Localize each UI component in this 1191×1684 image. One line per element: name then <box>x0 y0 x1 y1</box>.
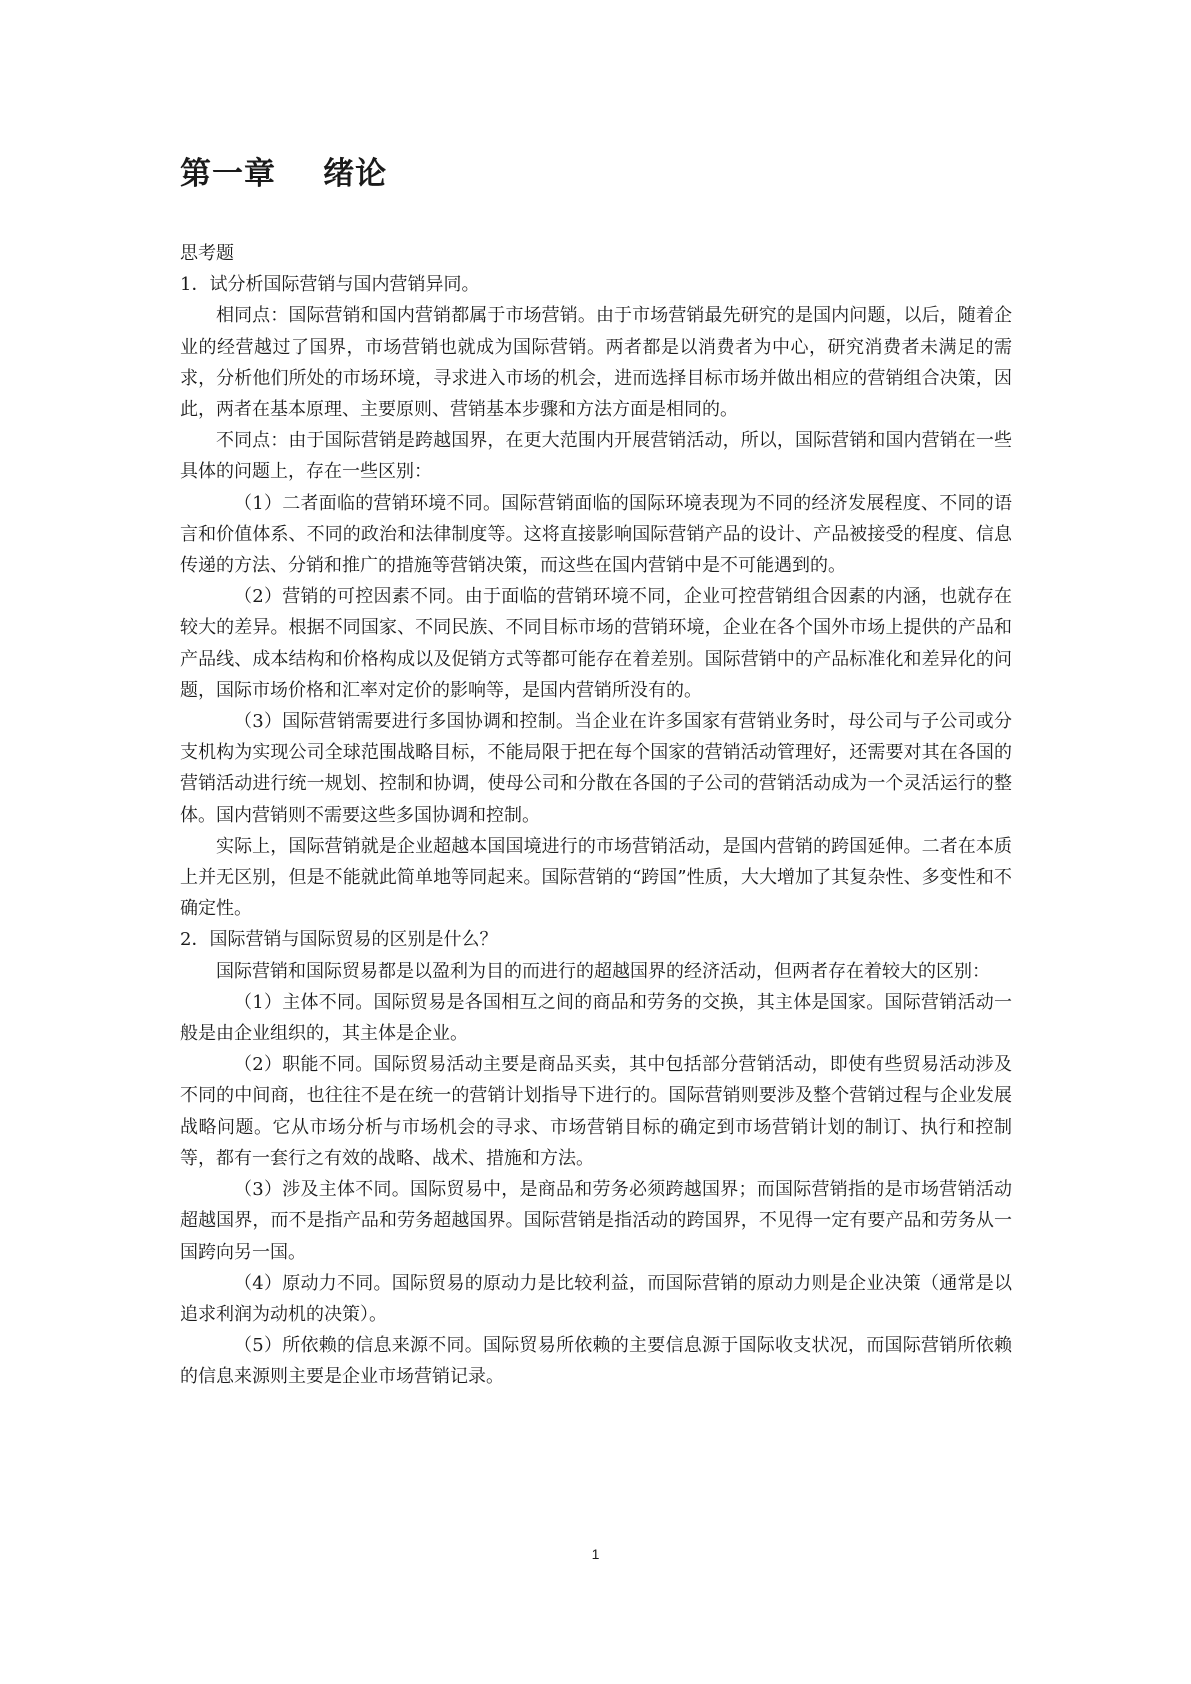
q1-point-1: （1）二者面临的营销环境不同。国际营销面临的国际环境表现为不同的经济发展程度、不同的语言和价值体系、不同的政治和法律制度等。这将直接影响国际营销产品的设计、产品被接受的程度、信息传递的方法、分销和推广的措施等营销决策，而这些在国内营销中是不可能遇到的。 <box>180 492 1012 577</box>
q1-conclusion-paragraph: 实际上，国际营销就是企业超越本国国境进行的市场营销活动，是国内营销的跨国延伸。二者在本质上并无区别，但是不能就此简单地等同起来。国际营销的“跨国”性质，大大增加了其复杂性、多变性和不确定性。 <box>180 835 1012 920</box>
question-1: 1．试分析国际营销与国内营销异同。 <box>180 274 480 296</box>
q2-point-1: （1）主体不同。国际贸易是各国相互之间的商品和劳务的交换，其主体是国家。国际营销活动一般是由企业组织的，其主体是企业。 <box>180 991 1012 1045</box>
q2-point-3: （3）涉及主体不同。国际贸易中，是商品和劳务必须跨越国界；而国际营销指的是市场营销活动超越国界，而不是指产品和劳务超越国界。国际营销是指活动的跨国界，不见得一定有要产品和劳务从一国跨向另一国。 <box>180 1179 1012 1263</box>
q2-intro-paragraph: 国际营销和国际贸易都是以盈利为目的而进行的超越国界的经济活动，但两者存在着较大的区别： <box>216 960 990 982</box>
q2-point-2: （2）职能不同。国际贸易活动主要是商品买卖，其中包括部分营销活动，即使有些贸易活动涉及不同的中间商，也往往不是在统一的营销计划指导下进行的。国际营销则要涉及整个营销过程与企业发展战略问题。它从市场分析与市场机会的寻求、市场营销目标的确定到市场营销计划的制订、执行和控制等，都有一套行之有效的战略、战术、措施和方法。 <box>180 1054 1012 1169</box>
q1-point-2: （2）营销的可控因素不同。由于面临的营销环境不同，企业可控营销组合因素的内涵，也就存在较大的差异。根据不同国家、不同民族、不同目标市场的营销环境，企业在各个国外市场上提供的产品和产品线、成本结构和价格构成以及促销方式等都可能存在着差别。国际营销中的产品标准化和差异化的问题，国际市场价格和汇率对定价的影响等，是国内营销所没有的。 <box>180 586 1012 701</box>
q1-point-3: （3）国际营销需要进行多国协调和控制。当企业在许多国家有营销业务时，母公司与子公司或分支机构为实现公司全球范围战略目标，不能局限于把在每个国家的营销活动管理好，还需要对其在各国的营销活动进行统一规划、控制和协调，使母公司和分散在各国的子公司的营销活动成为一个灵活运行的整体。国内营销则不需要这些多国协调和控制。 <box>180 711 1012 826</box>
page-number: 1 <box>591 1546 600 1562</box>
question-2: 2．国际营销与国际贸易的区别是什么？ <box>180 929 498 951</box>
chapter-title: 第一章 绪论 <box>180 156 388 192</box>
q2-point-5: （5）所依赖的信息来源不同。国际贸易所依赖的主要信息源于国际收支状况，而国际营销所依赖的信息来源则主要是企业市场营销记录。 <box>180 1335 1012 1388</box>
q1-differences-paragraph: 不同点：由于国际营销是跨越国界，在更大范围内开展营销活动，所以，国际营销和国内营销在一些具体的问题上，存在一些区别： <box>180 430 1012 483</box>
q1-similarities-paragraph: 相同点：国际营销和国内营销都属于市场营销。由于市场营销最先研究的是国内问题，以后，随着企业的经营越过了国界，市场营销也就成为国际营销。两者都是以消费者为中心，研究消费者未满足的需求，分析他们所处的市场环境，寻求进入市场的机会，进而选择目标市场并做出相应的营销组合决策，因此，两者在基本原理、主要原则、营销基本步骤和方法方面是相同的。 <box>180 305 1012 421</box>
q2-point-4: （4）原动力不同。国际贸易的原动力是比较利益，而国际营销的原动力则是企业决策（通常是以追求利润为动机的决策）。 <box>180 1272 1012 1325</box>
document-body <box>180 238 1012 1393</box>
section-label: 思考题 <box>180 243 234 264</box>
